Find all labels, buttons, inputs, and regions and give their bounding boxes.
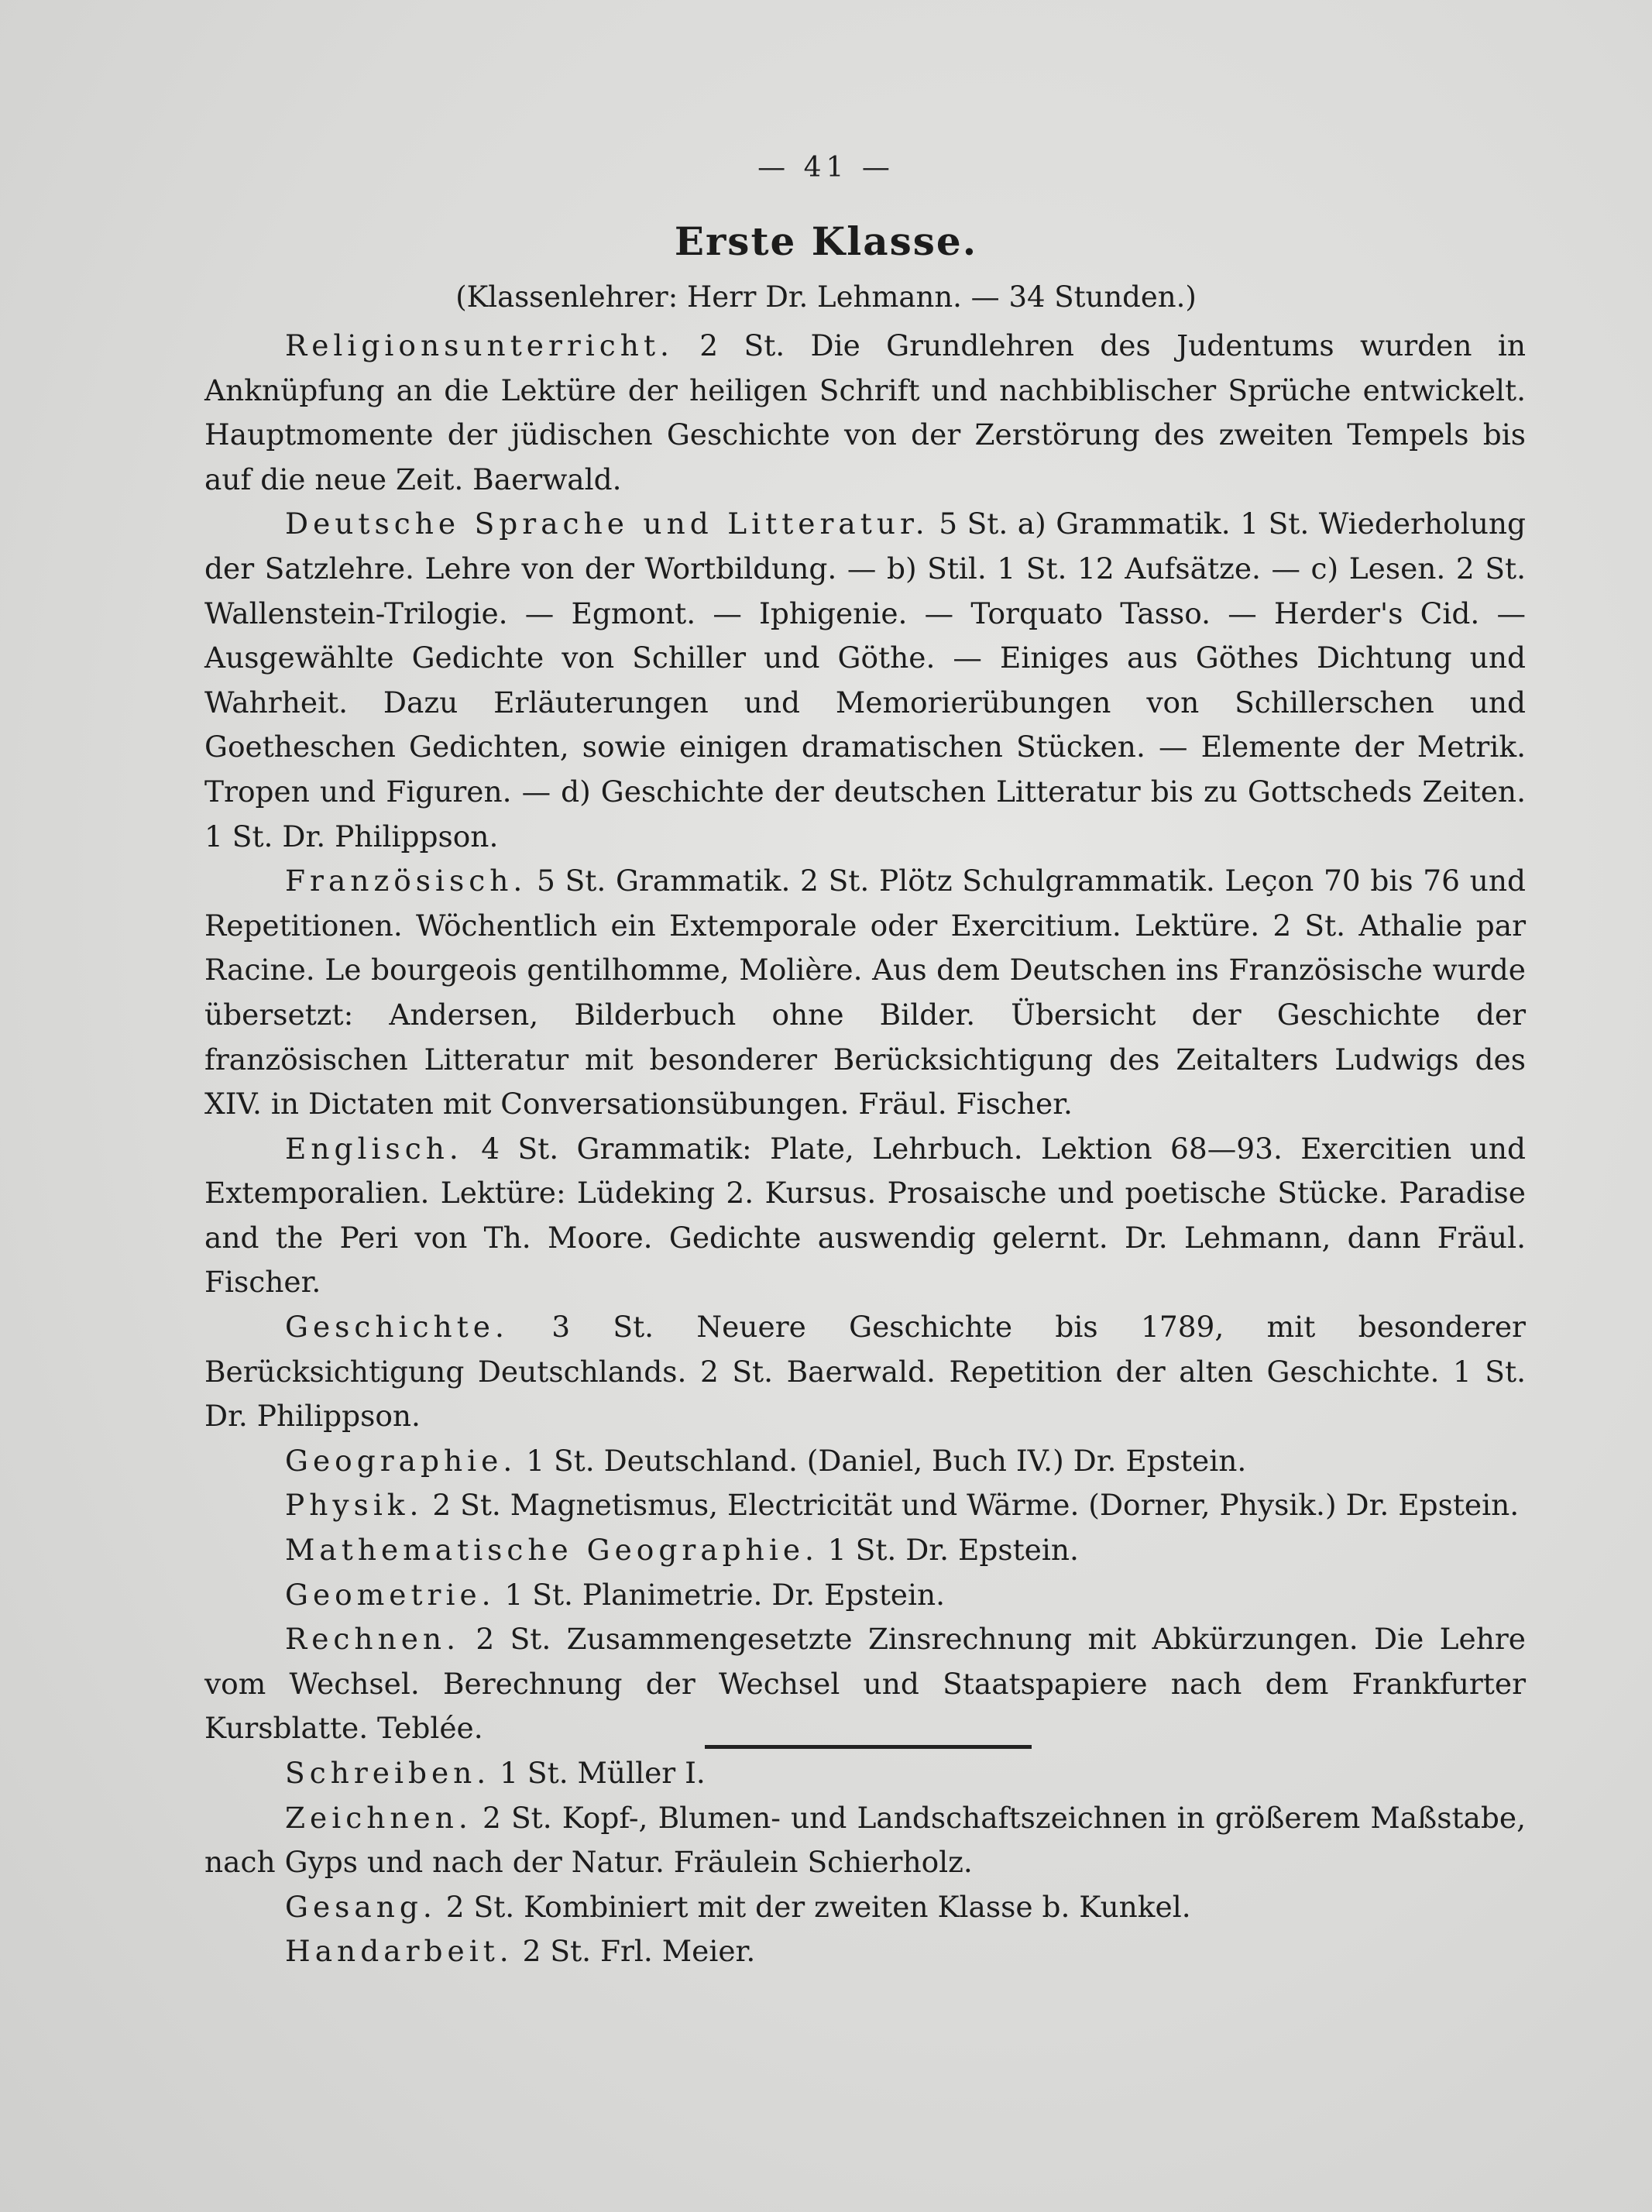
section-heading: Erste Klasse.: [674, 218, 978, 264]
section-subheading: (Klassenlehrer: Herr Dr. Lehmann. — 34 Stunden.): [455, 280, 1197, 314]
subject-name: Mathematische Geographie.: [285, 1533, 819, 1568]
subject-name: Geschichte.: [285, 1310, 509, 1345]
page-number: — 41 —: [757, 152, 895, 184]
subject-rechnen: [204, 1617, 1526, 1751]
subject-franzoesisch: [204, 859, 1526, 1127]
subject-name: Geometrie.: [285, 1577, 496, 1612]
subject-text: 2 St. Zusammengesetzte Zinsrechnung mit Abkürzungen. Die Lehre vom Wechsel. Berechnung der Wechsel und Staatspapiere nach dem Frankfurter Kursblatte. Teblée.: [204, 1622, 1526, 1746]
subject-text: 1 St. Müller I.: [490, 1756, 706, 1790]
subject-englisch: [204, 1127, 1526, 1305]
subject-name: Französisch.: [285, 864, 527, 898]
section-divider: [705, 1745, 1032, 1749]
subject-name: Deutsche Sprache und Litteratur.: [285, 507, 929, 541]
subject-gesang: [204, 1885, 1526, 1930]
subject-text: 2 St. Kombiniert mit der zweiten Klasse b. Kunkel.: [436, 1889, 1191, 1924]
subject-deutsch: [204, 502, 1526, 859]
subject-handarbeit: [204, 1929, 1526, 1974]
subject-name: Physik.: [285, 1488, 424, 1523]
subject-name: Gesang.: [285, 1889, 437, 1924]
subject-text: 1 St. Planimetrie. Dr. Epstein.: [495, 1577, 946, 1612]
subject-text: 2 St. Kopf-, Blumen- und Landschaftszeichnen in größerem Maßstabe, nach Gyps und nach der Natur. Fräulein Schierholz.: [204, 1800, 1526, 1880]
subject-text: 3 St. Neuere Geschichte bis 1789, mit besonderer Berücksichtigung Deutschlands. 2 St. Baerwald. Repetition der alten Geschichte. 1 St. Dr. Philippson.: [204, 1310, 1526, 1434]
subject-name: Handarbeit.: [285, 1934, 513, 1969]
subject-name: Geographie.: [285, 1443, 517, 1478]
subject-schreiben: [204, 1751, 1526, 1796]
subject-name: Rechnen.: [285, 1622, 460, 1657]
subject-geschichte: [204, 1305, 1526, 1439]
subject-text: 1 St. Dr. Epstein.: [818, 1533, 1079, 1568]
subject-text: 2 St. Magnetismus, Electricität und Wärme. (Dorner, Physik.) Dr. Epstein.: [423, 1488, 1520, 1523]
subject-physik: [204, 1483, 1526, 1528]
subject-text: 5 St. Grammatik. 2 St. Plötz Schulgrammatik. Leçon 70 bis 76 und Repetitionen. Wöchentlich ein Extemporale oder Exercitium. Lektüre. 2 St. Athalie par Racine. Le bourgeois gentilhomme, Molière. Aus dem Deutschen ins Französische wurde übersetzt: Andersen, Bilderbuch ohne Bilder. Übersicht der Geschichte der französischen Litteratur mit besonderer Berücksichtigung des Zeitalters Ludwigs des XIV. in Dictaten mit Conversationsübungen. Fräul. Fischer.: [204, 864, 1526, 1121]
subject-name: Englisch.: [285, 1131, 463, 1166]
subject-geometrie: [204, 1573, 1526, 1618]
subject-zeichnen: [204, 1796, 1526, 1885]
subject-religion: [204, 324, 1526, 502]
subject-math-geographie: [204, 1528, 1526, 1573]
subject-list: [204, 324, 1526, 1974]
subject-name: Religionsunterricht.: [285, 328, 674, 362]
subject-text: 2 St. Frl. Meier.: [513, 1934, 756, 1969]
subject-name: Zeichnen.: [285, 1800, 472, 1835]
subject-text: 4 St. Grammatik: Plate, Lehrbuch. Lektion 68—93. Exercitien und Extemporalien. Lektüre: Lüdeking 2. Kursus. Prosaische und poetische Stücke. Paradise and the Peri von Th. Moore. Gedichte auswendig gelernt. Dr. Lehmann, dann Fräul. Fischer.: [204, 1131, 1526, 1300]
subject-text: 2 St. Die Grundlehren des Judentums wurden in Anknüpfung an die Lektüre der heiligen Schrift und nachbiblischer Sprüche entwickelt. Hauptmomente der jüdischen Geschichte von der Zerstörung des zweiten Tempels bis auf die neue Zeit. Baerwald.: [204, 328, 1526, 496]
subject-name: Schreiben.: [285, 1756, 491, 1790]
subject-geographie: [204, 1439, 1526, 1484]
subject-text: 1 St. Deutschland. (Daniel, Buch IV.) Dr. Epstein.: [517, 1443, 1247, 1478]
subject-text: 5 St. a) Grammatik. 1 St. Wiederholung der Satzlehre. Lehre von der Wortbildung. — b) Stil. 1 St. 12 Aufsätze. — c) Lesen. 2 St. Wallenstein-Trilogie. — Egmont. — Iphigenie. — Torquato Tasso. — Herder's Cid. — Ausgewählte Gedichte von Schiller und Göthe. — Einiges aus Göthes Dichtung und Wahrheit. Dazu Erläuterungen und Memorierübungen von Schillerschen und Goetheschen Gedichten, sowie einigen dramatischen Stücken. — Elemente der Metrik. Tropen und Figuren. — d) Geschichte der deutschen Litteratur bis zu Gottscheds Zeiten. 1 St. Dr. Philippson.: [204, 507, 1526, 854]
